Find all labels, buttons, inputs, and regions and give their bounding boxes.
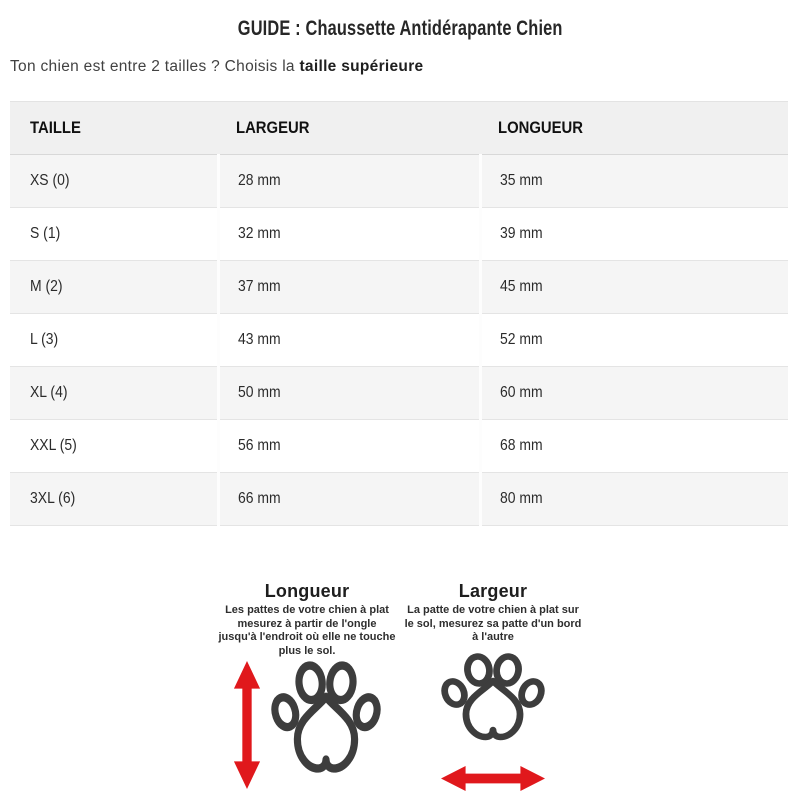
- cell-longueur: 68 mm: [480, 420, 788, 473]
- cell-longueur: 52 mm: [480, 314, 788, 367]
- cell-largeur: 50 mm: [218, 367, 480, 420]
- cell-size: XS (0): [10, 155, 218, 208]
- cell-longueur: 35 mm: [480, 155, 788, 208]
- horizontal-double-arrow-icon: [441, 765, 545, 792]
- cell-longueur: 80 mm: [480, 473, 788, 526]
- page-title-text: GUIDE : Chaussette Antidérapante Chien: [237, 17, 563, 40]
- page-title: [0, 6, 800, 40]
- largeur-heading: Largeur: [458, 581, 528, 601]
- subtitle-prefix: Ton chien est entre 2 tailles ? Choisis la: [10, 58, 300, 75]
- longueur-illustration: [218, 661, 396, 789]
- cell-size: S (1): [10, 208, 218, 261]
- table-row: [10, 473, 788, 526]
- subtitle: [10, 58, 800, 76]
- table-header-row: [10, 102, 788, 155]
- table-row: [10, 367, 788, 420]
- col-header-taille: TAILLE: [10, 102, 218, 155]
- longueur-column: [218, 581, 396, 789]
- cell-size: XL (4): [10, 367, 218, 420]
- col-header-largeur: LARGEUR: [218, 102, 480, 155]
- subtitle-bold: taille supérieure: [299, 58, 424, 75]
- table-row: [10, 314, 788, 367]
- col-header-longueur: LONGUEUR: [480, 102, 788, 155]
- largeur-description: La patte de votre chien à plat sur le sol, mesurez sa patte d'un bord à l'autre: [404, 604, 582, 643]
- cell-longueur: 45 mm: [480, 261, 788, 314]
- cell-largeur: 37 mm: [218, 261, 480, 314]
- table-row: [10, 155, 788, 208]
- cell-longueur: 60 mm: [480, 367, 788, 420]
- table-row: [10, 420, 788, 473]
- cell-largeur: 66 mm: [218, 473, 480, 526]
- cell-largeur: 56 mm: [218, 420, 480, 473]
- cell-largeur: 43 mm: [218, 314, 480, 367]
- longueur-description: Les pattes de votre chien à plat mesurez à partir de l'ongle jusqu'à l'endroit où elle ne touche plus le sol.: [218, 604, 396, 657]
- cell-size: M (2): [10, 261, 218, 314]
- cell-largeur: 32 mm: [218, 208, 480, 261]
- paw-icon: [441, 653, 545, 753]
- table-row: [10, 208, 788, 261]
- table-row: [10, 261, 788, 314]
- largeur-column: [404, 581, 582, 797]
- cell-size: L (3): [10, 314, 218, 367]
- cell-largeur: 28 mm: [218, 155, 480, 208]
- cell-size: 3XL (6): [10, 473, 218, 526]
- paw-icon: [271, 661, 381, 789]
- vertical-double-arrow-icon: [233, 661, 261, 789]
- size-table: [10, 101, 788, 526]
- longueur-heading: Longueur: [264, 581, 350, 601]
- cell-size: XXL (5): [10, 420, 218, 473]
- cell-longueur: 39 mm: [480, 208, 788, 261]
- measure-guide: [218, 581, 582, 797]
